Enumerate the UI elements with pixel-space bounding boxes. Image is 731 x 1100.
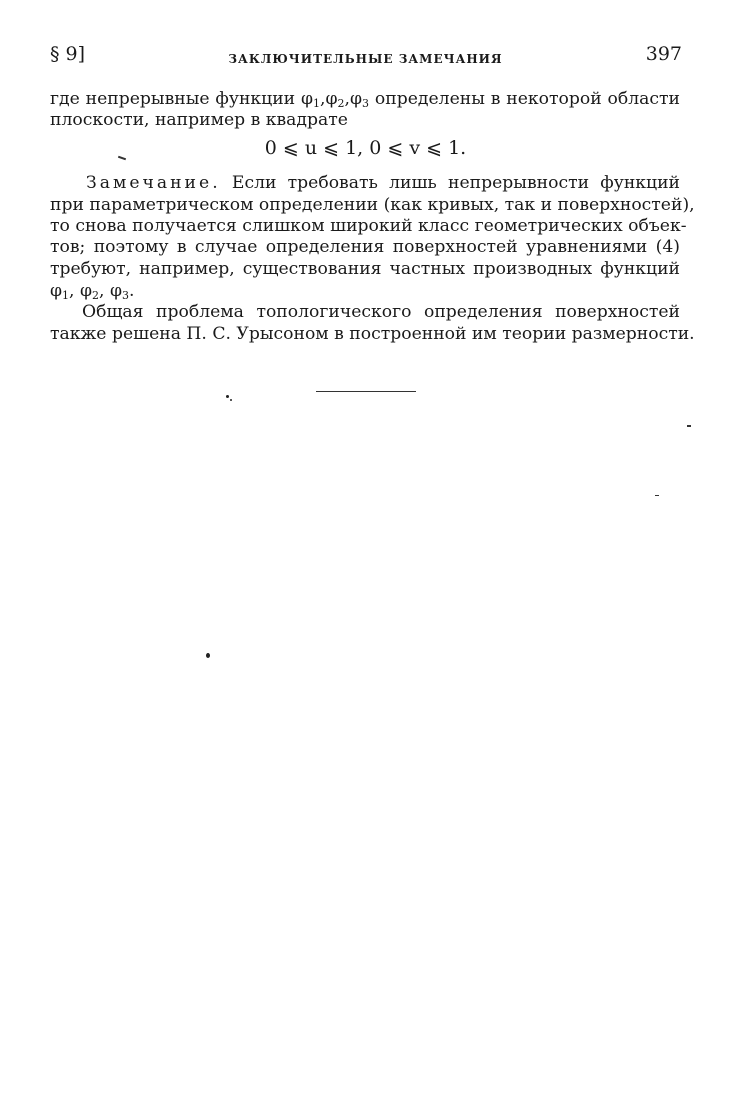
remark-line6: $\varphi_1$, $\varphi_2$, $\varphi_3$. xyxy=(50,281,135,302)
print-speck xyxy=(655,495,659,496)
print-speck xyxy=(206,653,210,658)
print-speck xyxy=(687,425,691,427)
remark-label: Замечание. xyxy=(86,173,221,193)
remark-line3: то снова получается слишком широкий класс геометрических объек- xyxy=(50,216,687,236)
remark-line4: тов; поэтому в случае определения поверхностей уравнениями (4) xyxy=(50,237,680,257)
print-speck xyxy=(230,399,232,401)
paragraph1-line1: где непрерывные функции $\varphi_1,\varphi_2,\varphi_3$ определены в некоторой области xyxy=(50,89,680,110)
closing-rule xyxy=(316,391,416,392)
print-speck xyxy=(226,395,229,398)
inequality-formula: 0 ⩽ u ⩽ 1, 0 ⩽ v ⩽ 1. xyxy=(264,137,467,159)
running-title: ЗАКЛЮЧИТЕЛЬНЫЕ ЗАМЕЧАНИЯ xyxy=(228,52,503,66)
remark-line1: Замечание. Если требовать лишь непрерывности функций xyxy=(86,173,680,193)
remark-line5: требуют, например, существования частных производных функций xyxy=(50,259,680,279)
page-number: 397 xyxy=(645,43,682,65)
paragraph1-line2: плоскости, например в квадрате xyxy=(50,110,348,130)
paragraph2-line1: Общая проблема топологического определения поверхностей xyxy=(82,302,680,322)
paragraph2-line2: также решена П. С. Урысоном в построенной им теории размерности. xyxy=(50,324,695,344)
remark-line2: при параметрическом определении (как кривых, так и поверхностей), xyxy=(50,195,695,215)
section-number: § 9] xyxy=(50,43,86,65)
